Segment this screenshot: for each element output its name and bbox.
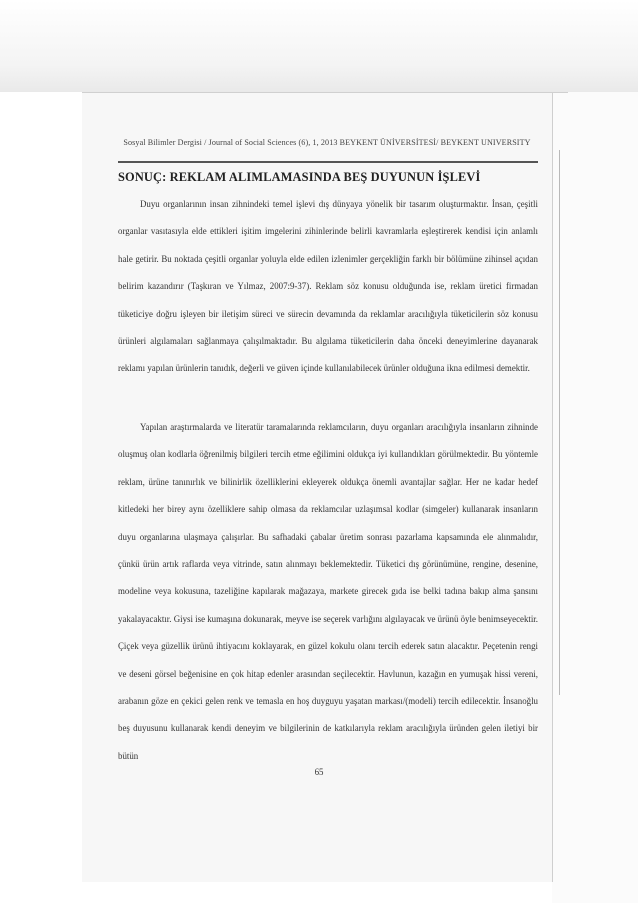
scan-right-gutter	[552, 92, 638, 903]
page-number: 65	[314, 767, 324, 777]
scan-top-shadow	[0, 0, 638, 92]
section-title: SONUÇ: REKLAM ALIMLAMASINDA BEŞ DUYUNUN İŞLEVİ	[118, 170, 481, 184]
page-top-edge	[82, 92, 568, 93]
running-head: Sosyal Bilimler Dergisi / Journal of Social Sciences (6), 1, 2013 BEYKENT ÜNİVERSİTESİ/ BEYKENT UNIVERSITY	[123, 138, 531, 147]
paragraph-2: Yapılan araştırmalarda ve literatür taramalarında reklamcıların, duyu organları aracılığıyla insanların zihninde oluşmuş olan kodlarla öğrenilmiş bilgileri tercih etme eğilimini oldukça iyi kullandıkları görülmektedir. Bu yöntemle reklam, ürüne tanınırlık ve bilinirlik özelliklerini ekleyerek oldukça önemli avantajlar sağlar. Her ne kadar hedef kitledeki her birey aynı özelliklere sahip olmasa da reklamcılar uzlaşımsal kodlar (simgeler) kullanarak insanların duyu organlarına ulaşmaya çalışırlar. Bu safhadaki çabalar üretim sonrası pazarlama kapsamında ele alınmalıdır, çünkü ürün artık raflarda veya vitrinde, satın alınmayı beklemektedir. Tüketici dış görünümüne, rengine, desenine, modeline veya kokusuna, tazeliğine kapılarak mağazaya, markete girecek gıda ise belki tadına bakıp alma şansını yakalayacaktır. Giysi ise kumaşına dokunarak, meyve ise seçerek varlığını algılayacak ve ürünü öyle benimseyecektir. Çiçek veya güzellik ürünü ihtiyacını koklayarak, en güzel kokulu olanı tercih ederek satın alacaktır. Peçetenin rengi ve deseni görsel beğenisine en çok hitap edenler arasından seçilecektir. Havlunun, kazağın en yumuşak hissi vereni, arabanın göze en çekici gelen renk ve temasla en hoş duyguyu yaşatan markası/(modeli) tercih edilecektir. İnsanoğlu beş duyusunu kullanarak kendi deneyim ve bilgilerinin de katkılarıyla reklam aracılığıyla üründen gelen iletiyi bir bütün	[118, 422, 538, 761]
header-divider	[118, 161, 538, 163]
page-right-edge-line	[559, 150, 560, 695]
paragraph-1: Duyu organlarının insan zihnindeki temel işlevi dış dünyaya yönelik bir tasarım oluşturmaktır. İnsan, çeşitli organlar vasıtasıyla elde ettikleri işitim imgelerini zihinlerinde belirli kavramlarla eşleştirerek kendisi için anlamlı hale getirir. Bu noktada çeşitli organlar yoluyla elde edilen izlenimler gerçekliğin farklı bir bölümüne zihinsel açıdan belirim kazandırır (Taşkıran ve Yılmaz, 2007:9-37). Reklam söz konusu olduğunda ise, reklam üretici firmadan tüketiciye doğru işleyen bir iletişim süreci ve sürecin devamında da reklamlar aracılığıyla tüketicilerin söz konusu ürünleri algılamaları sağlanmaya çalışılmaktadır. Bu algılama tüketicilerin daha önceki deneyimlerine dayanarak reklamı yapılan ürünlerin tanıdık, değerli ve güven içinde kullanılabilecek ürünler olduğuna ikna edilmesi demektir.	[118, 199, 538, 374]
